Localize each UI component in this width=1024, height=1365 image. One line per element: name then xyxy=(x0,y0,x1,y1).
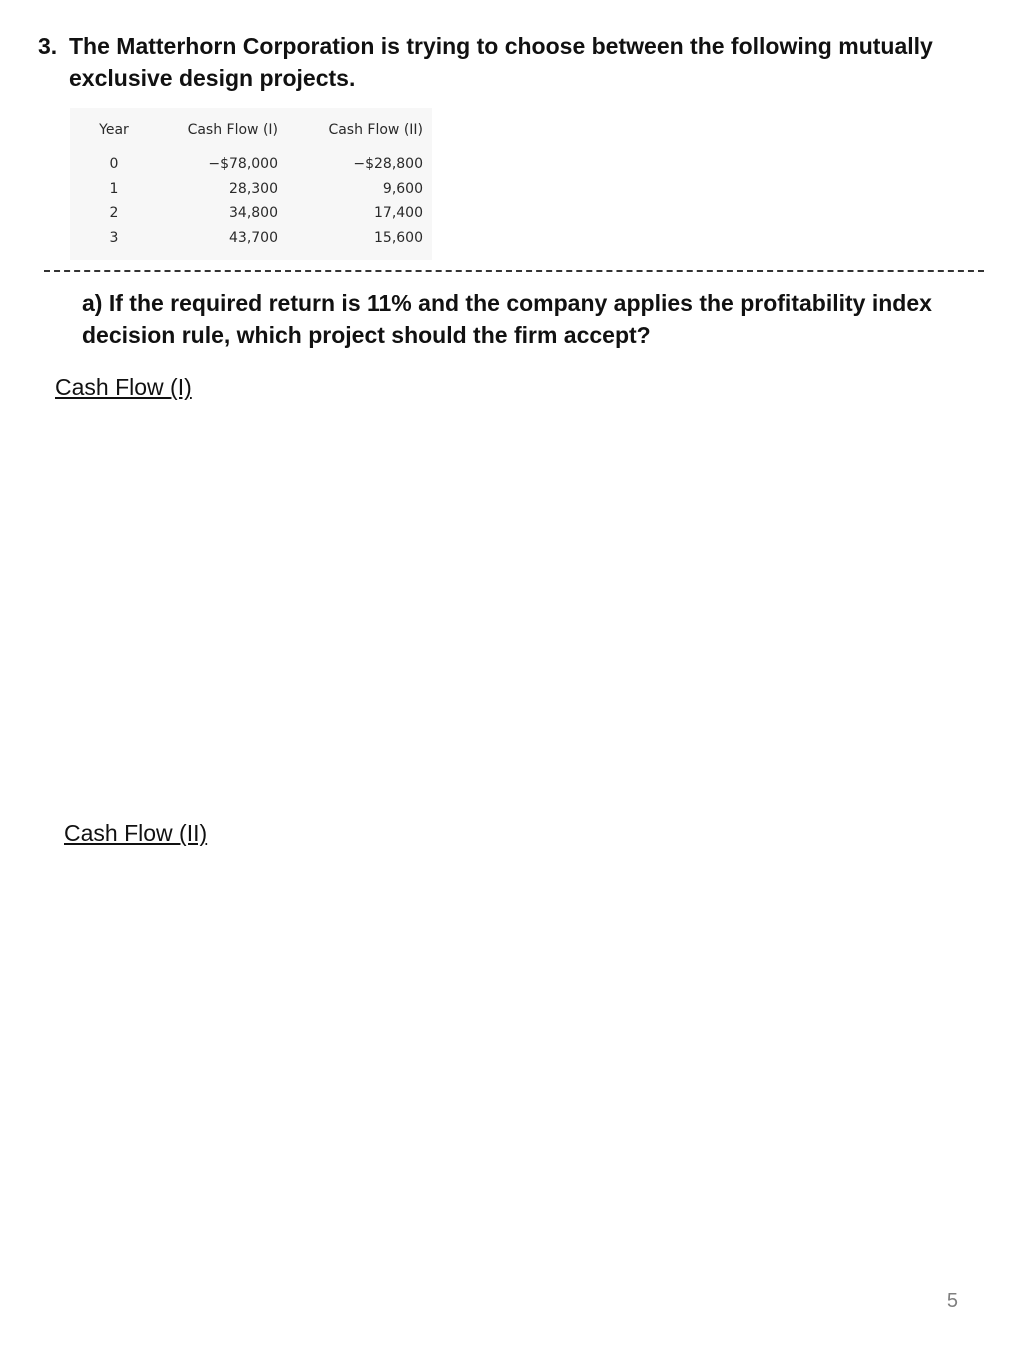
year-cell: 2 xyxy=(109,205,119,222)
cash-flow-table-image xyxy=(70,108,432,260)
cash-flow-two-cell: −$28,800 xyxy=(353,156,423,173)
cash-flow-one-cell: 28,300 xyxy=(229,180,278,197)
year-cell: 3 xyxy=(109,229,119,246)
table-row xyxy=(70,177,423,202)
page-number: 5 xyxy=(946,1290,958,1312)
dashed-divider xyxy=(44,270,984,272)
table-header-row xyxy=(70,108,423,152)
question-text: The Matterhorn Corporation is trying to choose between the following mutually exclusive design projects. xyxy=(69,33,933,91)
question-3 xyxy=(38,30,968,94)
cash-flow-two-cell: 9,600 xyxy=(382,180,423,197)
cash-flow-one-heading: Cash Flow (I) xyxy=(55,374,192,400)
header-year: Year xyxy=(99,122,129,138)
cash-flow-two-cell: 17,400 xyxy=(374,205,423,222)
cash-flow-two-heading: Cash Flow (II) xyxy=(64,820,208,846)
cash-flow-two-cell: 15,600 xyxy=(374,229,423,246)
cash-flow-one-cell: −$78,000 xyxy=(208,156,278,173)
cash-flow-one-cell: 43,700 xyxy=(229,229,278,246)
year-cell: 1 xyxy=(109,180,119,197)
cash-flow-table xyxy=(70,108,423,250)
table-row xyxy=(70,226,423,251)
part-a-question: a) If the required return is 11% and the company applies the profitability index decision rule, which project should the firm accept? xyxy=(82,290,932,348)
question-number: 3. xyxy=(38,33,58,59)
header-cash-flow-two: Cash Flow (II) xyxy=(328,122,423,138)
cash-flow-one-cell: 34,800 xyxy=(229,205,278,222)
year-cell: 0 xyxy=(109,156,119,173)
table-row xyxy=(70,152,423,177)
table-row xyxy=(70,201,423,226)
header-cash-flow-one: Cash Flow (I) xyxy=(187,122,278,138)
